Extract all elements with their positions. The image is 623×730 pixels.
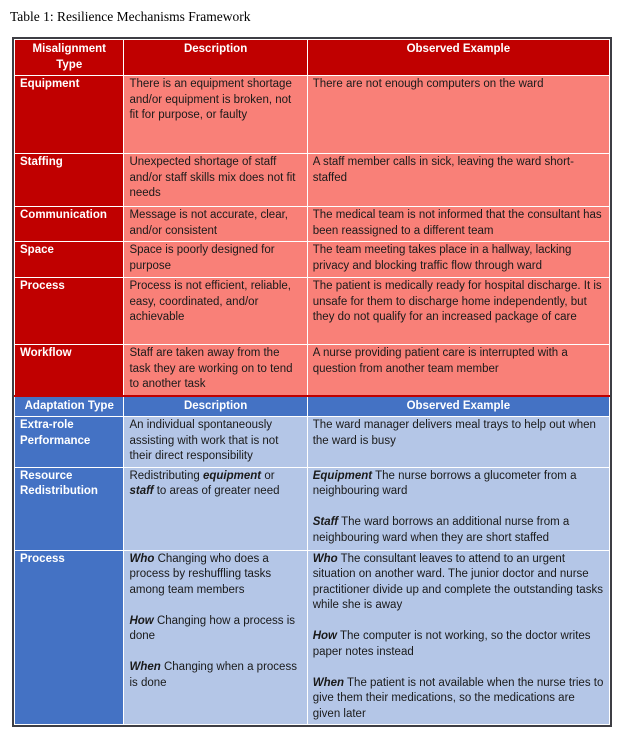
table-caption: Table 1: Resilience Mechanisms Framework [10, 9, 251, 24]
table-row-equipment [15, 76, 610, 154]
example-cell: A staff member calls in sick, leaving the ward short-staffed [307, 154, 609, 207]
table-row-space [15, 242, 610, 278]
table-row-extra-role-performance [15, 417, 610, 468]
table-row-communication [15, 207, 610, 242]
example-cell: Who The consultant leaves to attend to an urgent situation on another ward. The junior doctor and nurse practitioner divide up and complete the outstanding tasks while she is away How The computer is not working, so the doctor writes paper notes instead When The patient is not available when the nurse tries to give them their medications, so the medications are given later [307, 550, 609, 725]
column-header-adaptation-type: Adaptation Type [15, 396, 124, 417]
row-label-cell: Workflow [15, 345, 124, 396]
example-cell: The team meeting takes place in a hallway, lacking privacy and blocking traffic flow through ward [307, 242, 609, 278]
column-header-description: Description [124, 40, 307, 76]
example-cell: The ward manager delivers meal trays to help out when the ward is busy [307, 417, 609, 468]
example-cell: The patient is medically ready for hospital discharge. It is unsafe for them to discharge home independently, but they do not qualify for an increased package of care [307, 278, 609, 345]
table-row-resource-redistribution [15, 467, 610, 550]
description-cell: There is an equipment shortage and/or equipment is broken, not fit for purpose, or faulty [124, 76, 307, 154]
column-header-misalignment-type: Misalignment Type [15, 40, 124, 76]
resilience-framework-table [12, 37, 612, 727]
row-label-cell: Staffing [15, 154, 124, 207]
row-label-cell: Space [15, 242, 124, 278]
description-cell: Space is poorly designed for purpose [124, 242, 307, 278]
row-label-cell: Equipment [15, 76, 124, 154]
example-cell: Equipment The nurse borrows a glucometer from a neighbouring ward Staff The ward borrows an additional nurse from a neighbouring ward when they are short staffed [307, 467, 609, 550]
adaptation-header-row [15, 396, 610, 417]
table-row-staffing [15, 154, 610, 207]
table-row-workflow [15, 345, 610, 396]
misalignment-header-row [15, 40, 610, 76]
description-cell: Redistributing equipment or staff to areas of greater need [124, 467, 307, 550]
column-header-observed-example: Observed Example [307, 396, 609, 417]
row-label-cell: Process [15, 550, 124, 725]
row-label-cell: Process [15, 278, 124, 345]
description-cell: Who Changing who does a process by reshuffling tasks among team members How Changing how a process is done When Changing when a process is done [124, 550, 307, 725]
description-cell: An individual spontaneously assisting with work that is not their direct responsibility [124, 417, 307, 468]
example-cell: The medical team is not informed that the consultant has been reassigned to a different team [307, 207, 609, 242]
description-cell: Unexpected shortage of staff and/or staff skills mix does not fit needs [124, 154, 307, 207]
example-cell: A nurse providing patient care is interrupted with a question from another team member [307, 345, 609, 396]
row-label-cell: Resource Redistribution [15, 467, 124, 550]
row-label-cell: Communication [15, 207, 124, 242]
table-row-process-misalignment [15, 278, 610, 345]
column-header-description: Description [124, 396, 307, 417]
example-cell: There are not enough computers on the ward [307, 76, 609, 154]
table-row-process-adaptation [15, 550, 610, 725]
description-cell: Process is not efficient, reliable, easy, coordinated, and/or achievable [124, 278, 307, 345]
description-cell: Staff are taken away from the task they are working on to tend to another task [124, 345, 307, 396]
row-label-cell: Extra-role Performance [15, 417, 124, 468]
description-cell: Message is not accurate, clear, and/or consistent [124, 207, 307, 242]
column-header-observed-example: Observed Example [307, 40, 609, 76]
